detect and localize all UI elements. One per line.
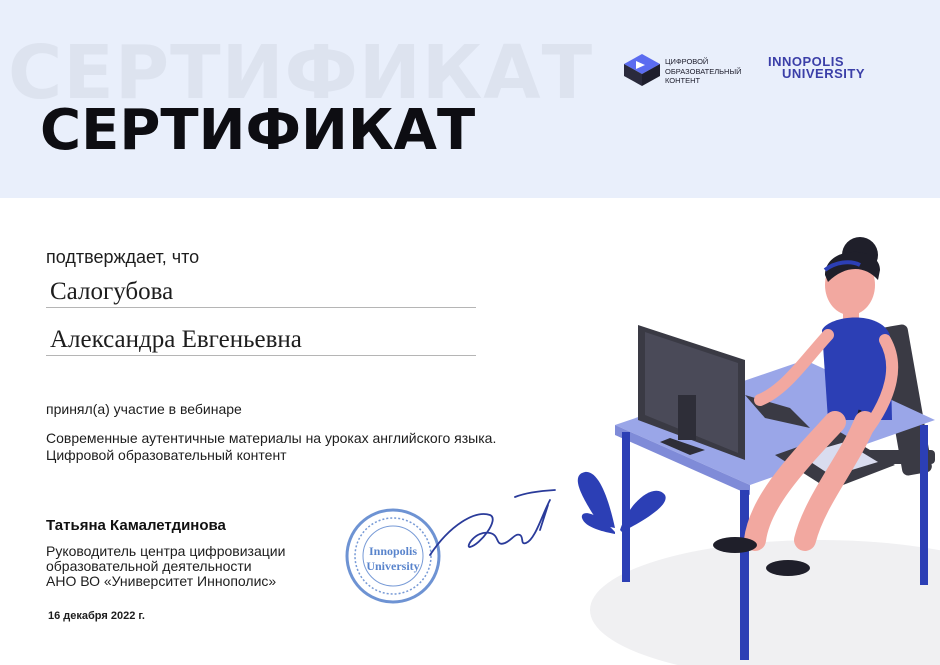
logo-line-2: ОБРАЗОВАТЕЛЬНЫЙ <box>665 66 742 76</box>
recipient-given-names: Александра Евгеньевна <box>46 326 476 356</box>
stamp-text-1: Innopolis <box>368 544 418 558</box>
issue-date: 16 декабря 2022 г. <box>48 610 145 622</box>
innopolis-logo-line1: INNOPOLIS <box>768 54 845 69</box>
signer-role <box>46 544 346 589</box>
play-cube-icon <box>622 52 662 88</box>
innopolis-logo-line2: UNIVERSITY <box>782 66 866 81</box>
digital-content-logo <box>622 52 747 92</box>
logo-line-3: КОНТЕНТ <box>665 76 701 85</box>
confirm-text: подтверждает, что <box>46 247 200 267</box>
innopolis-logo <box>768 56 865 80</box>
signer-role-line: Руководитель центра цифровизации <box>46 543 286 559</box>
logo-line-1: ЦИФРОВОЙ <box>665 57 709 66</box>
participation-text: принял(а) участие в вебинаре <box>46 401 242 417</box>
stamp-text-2: University <box>366 559 420 573</box>
header-band <box>0 0 940 198</box>
certificate-title: СЕРТИФИКАТ <box>40 98 476 163</box>
signer-role-line: образовательной деятельности <box>46 558 252 574</box>
signer-role-line: АНО ВО «Университет Иннополис» <box>46 573 277 589</box>
webinar-title: Современные аутентичные материалы на уроках английского языка. Цифровой образовательный контент <box>46 430 497 463</box>
signer-name: Татьяна Камалетдинова <box>46 517 226 534</box>
title-watermark: СЕРТИФИКАТ <box>8 30 594 116</box>
woman-at-computer-illustration <box>560 210 940 665</box>
signature <box>420 485 560 575</box>
recipient-surname: Салогубова <box>46 278 476 308</box>
